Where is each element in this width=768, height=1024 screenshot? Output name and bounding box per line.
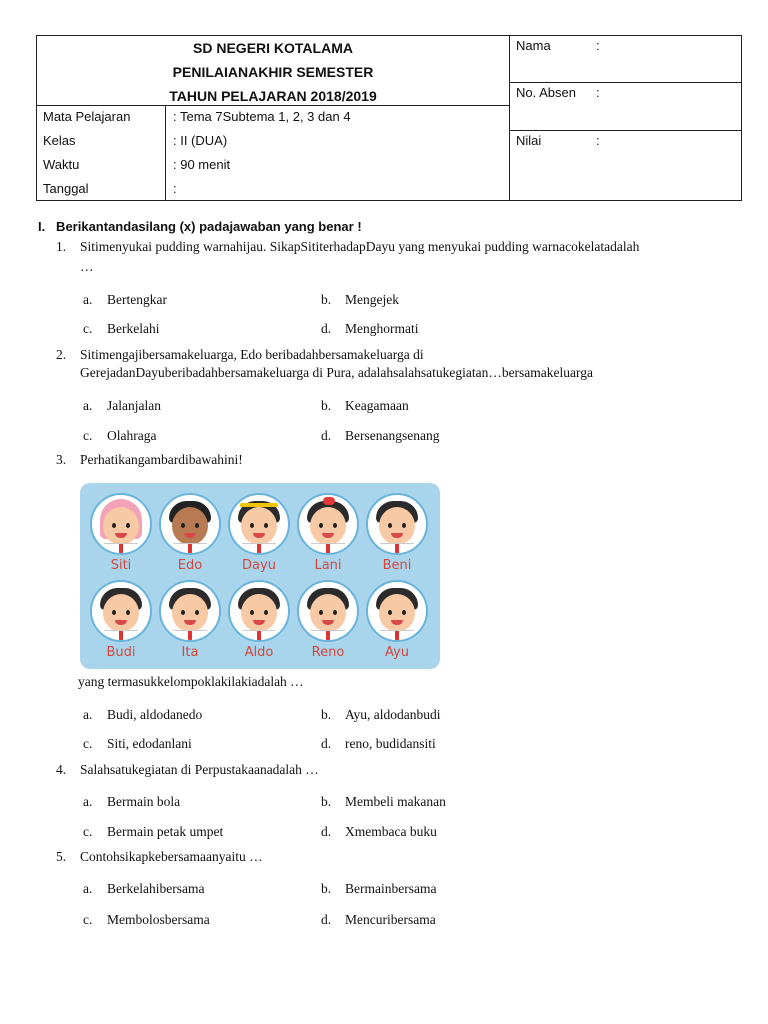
divider bbox=[165, 106, 166, 201]
option-b[interactable]: b. Ayu, aldodanbudi bbox=[321, 707, 441, 722]
option-b[interactable]: b. Mengejek bbox=[321, 292, 399, 307]
child-name-label: Beni bbox=[382, 558, 412, 573]
question-text-cont: GerejadanDayuberibadahbersamakeluarga di Pura, adalahsalahsatukegiatan…bersamakeluarga bbox=[80, 365, 594, 380]
option-a[interactable]: a. Bertengkar bbox=[83, 292, 167, 307]
option-c[interactable]: c. Siti, edodanlani bbox=[83, 736, 192, 751]
child-edo bbox=[159, 493, 221, 573]
child-budi bbox=[90, 580, 152, 660]
class-value: : II (DUA) bbox=[173, 133, 228, 148]
child-dayu bbox=[228, 493, 290, 573]
subject-value: : Tema 7Subtema 1, 2, 3 dan 4 bbox=[173, 109, 351, 124]
absence-number-label: No. Absen bbox=[516, 85, 576, 100]
question-text: Salahsatukegiatan di Perpustakaanadalah … bbox=[80, 762, 319, 777]
name-field[interactable] bbox=[510, 36, 742, 83]
child-portrait bbox=[366, 493, 428, 555]
option-c[interactable]: c. Berkelahi bbox=[83, 321, 160, 336]
child-portrait bbox=[228, 580, 290, 642]
child-beni bbox=[366, 493, 428, 573]
child-lani bbox=[297, 493, 359, 573]
child-reno bbox=[297, 580, 359, 660]
children-picture bbox=[80, 483, 440, 669]
time-value: : 90 menit bbox=[173, 157, 231, 172]
child-portrait bbox=[159, 493, 221, 555]
child-portrait bbox=[297, 580, 359, 642]
question-text-cont: … bbox=[80, 259, 94, 274]
header-table bbox=[36, 35, 742, 201]
score-colon: : bbox=[596, 133, 600, 148]
school-year: TAHUN PELAJARAN 2018/2019 bbox=[169, 88, 377, 104]
child-name-label: Reno bbox=[311, 645, 345, 660]
child-name-label: Siti bbox=[110, 558, 132, 573]
score-label: Nilai bbox=[516, 133, 542, 148]
option-a[interactable]: a. Bermain bola bbox=[83, 794, 181, 809]
option-c[interactable]: c. Bermain petak umpet bbox=[83, 824, 224, 839]
child-name-label: Budi bbox=[106, 645, 136, 660]
child-name-label: Ayu bbox=[385, 645, 409, 660]
child-ayu bbox=[366, 580, 428, 660]
section-title: I. Berikantandasilang (x) padajawaban yang benar ! bbox=[38, 219, 362, 234]
question-text-cont: yang termasukkelompoklakilakiadalah … bbox=[78, 674, 304, 689]
child-name-label: Aldo bbox=[244, 645, 274, 660]
child-name-label: Dayu bbox=[242, 558, 276, 573]
child-name-label: Lani bbox=[314, 558, 342, 573]
score-field[interactable] bbox=[510, 131, 742, 201]
option-a[interactable]: a. Jalanjalan bbox=[83, 398, 161, 413]
option-d[interactable]: d. Menghormati bbox=[321, 321, 419, 336]
child-portrait bbox=[297, 493, 359, 555]
option-b[interactable]: b. Bermainbersama bbox=[321, 881, 437, 896]
question-text: Contohsikapkebersamaanyaitu … bbox=[80, 849, 263, 864]
child-name-label: Edo bbox=[177, 558, 203, 573]
subject-label: Mata Pelajaran bbox=[43, 109, 131, 124]
date-label: Tanggal bbox=[43, 181, 89, 196]
option-d[interactable]: d. Mencuribersama bbox=[321, 912, 436, 927]
option-a[interactable]: a. Berkelahibersama bbox=[83, 881, 205, 896]
option-b[interactable]: b. Keagamaan bbox=[321, 398, 409, 413]
child-portrait bbox=[90, 580, 152, 642]
question-text: Sitimengajibersamakeluarga, Edo beribadahbersamakeluarga di bbox=[80, 347, 424, 362]
child-siti bbox=[90, 493, 152, 573]
question-number: 1. bbox=[56, 239, 67, 254]
option-d[interactable]: d. Bersenangsenang bbox=[321, 428, 440, 443]
name-label: Nama bbox=[516, 38, 551, 53]
school-title-block bbox=[37, 36, 509, 106]
option-d[interactable]: d. Xmembaca buku bbox=[321, 824, 437, 839]
child-portrait bbox=[90, 493, 152, 555]
question-text: Perhatikangambardibawahini! bbox=[80, 452, 243, 467]
child-name-label: Ita bbox=[181, 645, 199, 660]
child-portrait bbox=[366, 580, 428, 642]
child-ita bbox=[159, 580, 221, 660]
question-number: 5. bbox=[56, 849, 67, 864]
child-portrait bbox=[228, 493, 290, 555]
absence-number-field[interactable] bbox=[510, 83, 742, 131]
option-a[interactable]: a. Budi, aldodanedo bbox=[83, 707, 203, 722]
child-portrait bbox=[159, 580, 221, 642]
date-value: : bbox=[173, 181, 177, 196]
question-number: 2. bbox=[56, 347, 67, 362]
class-label: Kelas bbox=[43, 133, 76, 148]
name-colon: : bbox=[596, 38, 600, 53]
time-label: Waktu bbox=[43, 157, 80, 172]
option-c[interactable]: c. Membolosbersama bbox=[83, 912, 210, 927]
question-number: 4. bbox=[56, 762, 67, 777]
option-c[interactable]: c. Olahraga bbox=[83, 428, 157, 443]
question-number: 3. bbox=[56, 452, 67, 467]
exam-name: PENILAIANAKHIR SEMESTER bbox=[172, 64, 374, 80]
option-b[interactable]: b. Membeli makanan bbox=[321, 794, 446, 809]
question-text: Sitimenyukai pudding warnahijau. SikapSititerhadapDayu yang menyukai pudding warnacokelatadalah bbox=[80, 239, 640, 254]
option-d[interactable]: d. reno, budidansiti bbox=[321, 736, 436, 751]
absence-number-colon: : bbox=[596, 85, 600, 100]
child-aldo bbox=[228, 580, 290, 660]
school-name: SD NEGERI KOTALAMA bbox=[193, 40, 353, 56]
